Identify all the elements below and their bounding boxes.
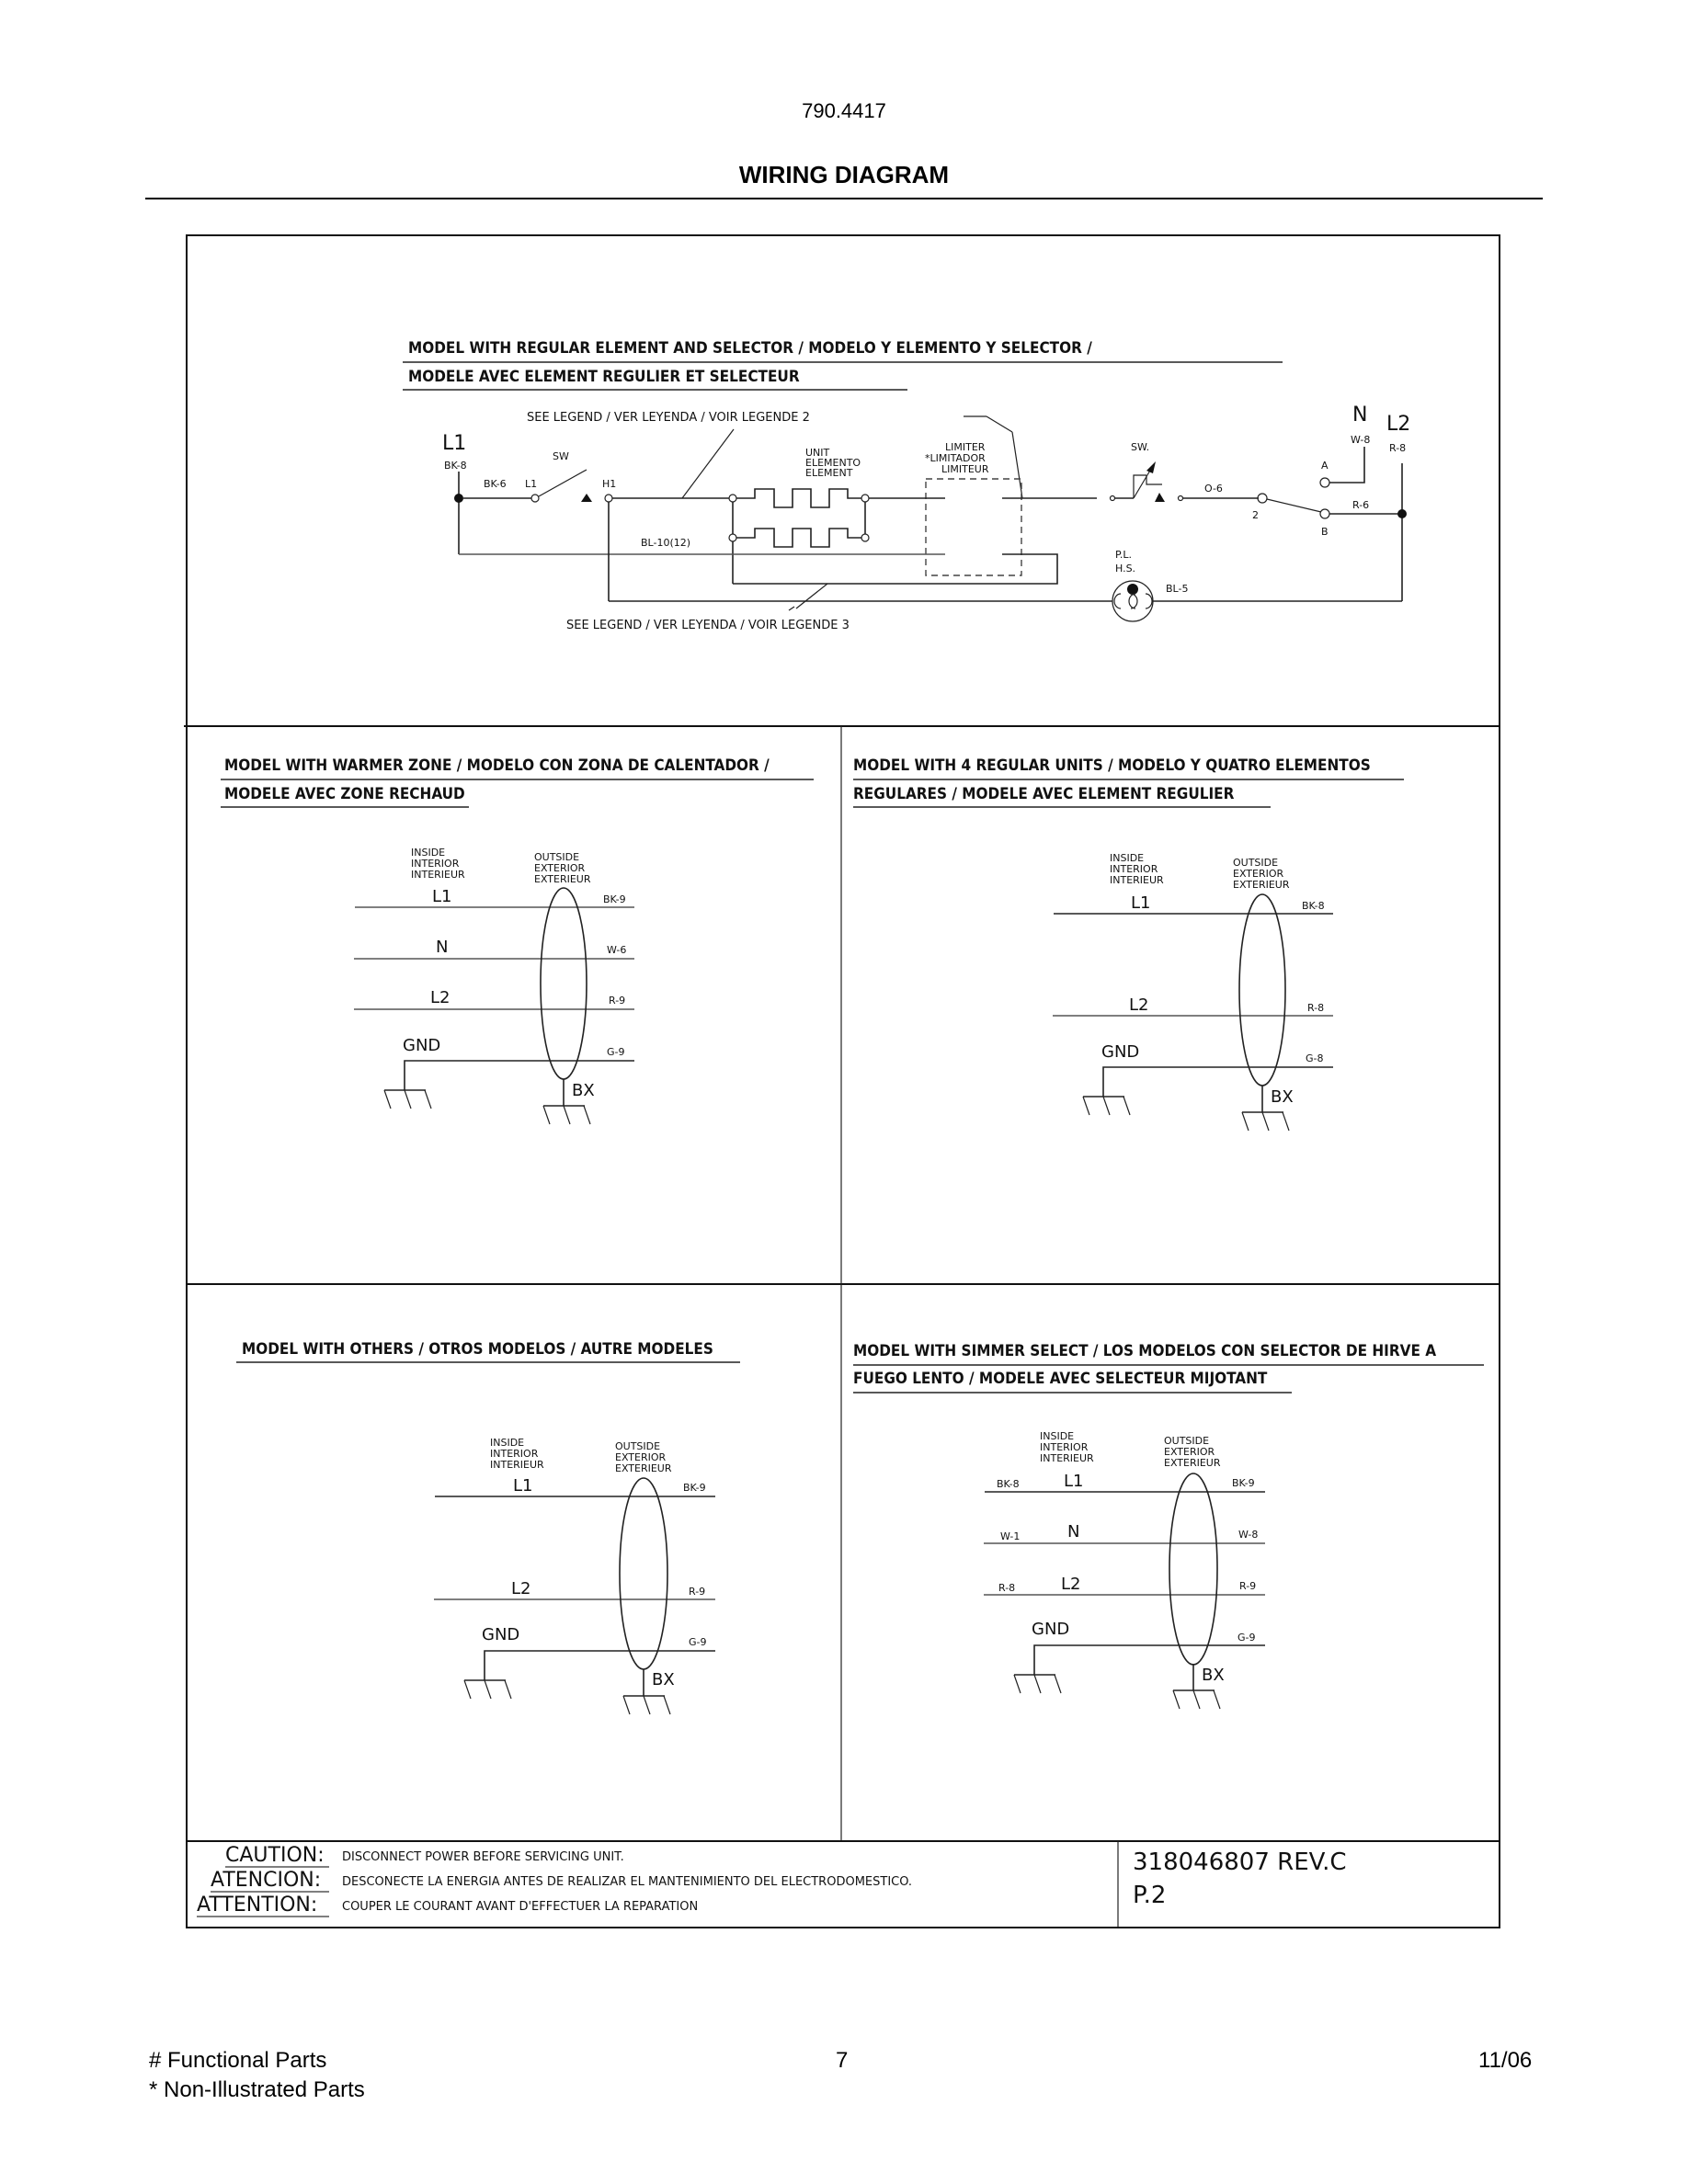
wire-gnd-label: GND bbox=[1101, 1042, 1140, 1062]
wire-l2-label: L2 bbox=[1129, 995, 1149, 1015]
bx-label: BX bbox=[1271, 1087, 1294, 1107]
bx-label: BX bbox=[652, 1670, 675, 1689]
wire-n-label: N bbox=[1067, 1522, 1080, 1541]
heating-element-lower bbox=[736, 529, 861, 547]
outside-label: OUTSIDE bbox=[1233, 857, 1279, 869]
document-number: 790.4417 bbox=[802, 99, 886, 122]
wire-bk9-label: BK-9 bbox=[1232, 1477, 1255, 1489]
terminal-l1 bbox=[531, 495, 539, 502]
cable-bundle-ellipse bbox=[541, 888, 587, 1079]
element-label: ELEMENT bbox=[805, 467, 853, 479]
wire-l1-label: L1 bbox=[1131, 893, 1151, 913]
page-title: WIRING DIAGRAM bbox=[738, 161, 950, 188]
panel-four-regular-units bbox=[853, 756, 1404, 1131]
revision-date: 11/06 bbox=[1478, 2048, 1533, 2073]
limiteur-label: LIMITEUR bbox=[941, 463, 989, 475]
bx-label: BX bbox=[572, 1081, 595, 1100]
terminal-b-label: B bbox=[1321, 526, 1329, 538]
part-number: 318046807 REV.C bbox=[1133, 1848, 1347, 1876]
cable-bundle-ellipse bbox=[620, 1478, 667, 1669]
exterieur-label: EXTERIEUR bbox=[1164, 1457, 1221, 1469]
bk8-label: BK-8 bbox=[444, 460, 467, 472]
wire-l1-label: L1 bbox=[513, 1476, 533, 1496]
legend-2-note: SEE LEGEND / VER LEYENDA / VOIR LEGENDE 2 bbox=[527, 411, 810, 425]
wire-l2-label: L2 bbox=[511, 1579, 531, 1598]
legend-3-note: SEE LEGEND / VER LEYENDA / VOIR LEGENDE 3 bbox=[566, 619, 850, 632]
wire-w6-label: W-6 bbox=[607, 944, 627, 956]
wire-w8-label: W-8 bbox=[1238, 1529, 1259, 1541]
ground-icon bbox=[1173, 1690, 1220, 1709]
wire-r8-label: R-8 bbox=[1307, 1002, 1325, 1014]
wire-gnd-label: GND bbox=[1032, 1620, 1070, 1639]
ground-icon bbox=[1242, 1112, 1289, 1131]
atencion-text: DESCONECTE LA ENERGIA ANTES DE REALIZAR EL MANTENIMIENTO DEL ELECTRODOMESTICO. bbox=[342, 1875, 913, 1889]
caution-text: DISCONNECT POWER BEFORE SERVICING UNIT. bbox=[342, 1850, 624, 1864]
caution-label: CAUTION: bbox=[225, 1844, 325, 1867]
terminal-a-label: A bbox=[1321, 460, 1329, 472]
panel-title-line1: MODEL WITH WARMER ZONE / MODELO CON ZONA DE CALENTADOR / bbox=[224, 756, 770, 775]
elemento-label: ELEMENTO bbox=[805, 457, 861, 469]
wire-bk9-label: BK-9 bbox=[603, 893, 626, 905]
l1-label: L1 bbox=[442, 432, 467, 455]
ground-icon bbox=[543, 1106, 590, 1124]
outside-label: OUTSIDE bbox=[615, 1440, 661, 1452]
wire-gnd-label: GND bbox=[482, 1625, 520, 1644]
wire-gnd-label: GND bbox=[403, 1036, 441, 1055]
junction-dot bbox=[454, 494, 463, 503]
h1-label: H1 bbox=[602, 478, 617, 490]
exterior-label: EXTERIOR bbox=[1233, 868, 1284, 880]
heating-element-upper bbox=[736, 489, 861, 507]
switch-contact-triangle bbox=[581, 494, 592, 502]
limiter-label: LIMITER bbox=[945, 441, 986, 453]
interieur-label: INTERIEUR bbox=[1040, 1452, 1094, 1464]
sheet-page: P.2 bbox=[1133, 1882, 1167, 1909]
page-number: 7 bbox=[836, 2048, 849, 2073]
panel-title-line2: MODELE AVEC ELEMENT REGULIER ET SELECTEUR bbox=[408, 368, 800, 386]
terminal-a bbox=[1320, 478, 1329, 487]
r6-label: R-6 bbox=[1352, 499, 1370, 511]
wire-bk8-label: BK-8 bbox=[1302, 900, 1325, 912]
limiter-box bbox=[926, 479, 1021, 575]
wire-l2-label: L2 bbox=[1061, 1575, 1081, 1594]
panel-title-line1: MODEL WITH REGULAR ELEMENT AND SELECTOR / MODELO Y ELEMENTO Y SELECTOR / bbox=[408, 339, 1092, 358]
wire-l2-label: L2 bbox=[430, 988, 451, 1007]
interior-label: INTERIOR bbox=[1110, 863, 1158, 875]
unit-label: UNIT bbox=[805, 447, 830, 459]
exterieur-label: EXTERIEUR bbox=[534, 873, 591, 885]
wire-g9-label: G-9 bbox=[1237, 1632, 1256, 1644]
limitador-label: *LIMITADOR bbox=[925, 452, 986, 464]
n-label: N bbox=[1352, 404, 1368, 427]
outside-label: OUTSIDE bbox=[534, 851, 580, 863]
panel-title-line1: MODEL WITH SIMMER SELECT / LOS MODELOS CON SELECTOR DE HIRVE A bbox=[853, 1342, 1437, 1360]
panel-title-line2: MODELE AVEC ZONE RECHAUD bbox=[224, 785, 465, 803]
position-2-label: 2 bbox=[1252, 509, 1259, 521]
exterior-label: EXTERIOR bbox=[1164, 1446, 1215, 1458]
panel-other-models bbox=[236, 1340, 740, 1714]
switch-l1-label: L1 bbox=[525, 478, 538, 490]
bl5-label: BL-5 bbox=[1166, 583, 1189, 595]
interior-label: INTERIOR bbox=[490, 1448, 539, 1460]
exterieur-label: EXTERIEUR bbox=[615, 1462, 672, 1474]
terminal-b bbox=[1320, 509, 1329, 518]
bk6-label: BK-6 bbox=[484, 478, 507, 490]
panel-title-line1: MODEL WITH OTHERS / OTROS MODELOS / AUTRE MODELES bbox=[242, 1340, 713, 1359]
interior-label: INTERIOR bbox=[1040, 1441, 1089, 1453]
w8-label: W-8 bbox=[1351, 434, 1371, 446]
hot-surface-label: H.S. bbox=[1115, 563, 1136, 574]
inside-label: INSIDE bbox=[490, 1437, 525, 1449]
wire-r8-label: R-8 bbox=[998, 1582, 1016, 1594]
wire-bk8-label: BK-8 bbox=[997, 1478, 1020, 1490]
wire-n-label: N bbox=[436, 938, 449, 957]
interior-label: INTERIOR bbox=[411, 858, 460, 870]
atencion-label: ATENCION: bbox=[211, 1869, 322, 1892]
legend-functional-parts: # Functional Parts bbox=[149, 2048, 327, 2073]
wire-l1-label: L1 bbox=[1064, 1472, 1084, 1491]
panel-warmer-zone bbox=[221, 756, 814, 1124]
wire-l1-label: L1 bbox=[432, 887, 452, 906]
terminal-h1 bbox=[605, 495, 612, 502]
wire-r9-label: R-9 bbox=[689, 1586, 706, 1598]
wire-r9-label: R-9 bbox=[609, 995, 626, 1007]
bl10-label: BL-10(12) bbox=[641, 537, 691, 549]
ground-icon bbox=[384, 1090, 431, 1109]
inside-label: INSIDE bbox=[1110, 852, 1145, 864]
interieur-label: INTERIEUR bbox=[490, 1459, 544, 1471]
wire-w1-label: W-1 bbox=[1000, 1530, 1021, 1542]
o6-label: O-6 bbox=[1204, 483, 1223, 495]
wire-g8-label: G-8 bbox=[1306, 1052, 1324, 1064]
wire-bk9-label: BK-9 bbox=[683, 1482, 706, 1494]
bx-label: BX bbox=[1202, 1666, 1225, 1685]
exterieur-label: EXTERIEUR bbox=[1233, 879, 1290, 891]
interieur-label: INTERIEUR bbox=[411, 869, 465, 881]
switch-label: SW bbox=[553, 450, 569, 462]
ground-icon bbox=[1014, 1675, 1061, 1693]
wire-r9-label: R-9 bbox=[1239, 1580, 1257, 1592]
interieur-label: INTERIEUR bbox=[1110, 874, 1164, 886]
attention-text: COUPER LE COURANT AVANT D'EFFECTUER LA REPARATION bbox=[342, 1900, 699, 1914]
cable-bundle-ellipse bbox=[1169, 1473, 1217, 1665]
ground-icon bbox=[623, 1696, 670, 1714]
legend-non-illustrated-parts: * Non-Illustrated Parts bbox=[149, 2077, 365, 2102]
panel-regular-element-selector bbox=[403, 339, 1410, 632]
outside-label: OUTSIDE bbox=[1164, 1435, 1210, 1447]
panel-simmer-select bbox=[853, 1342, 1484, 1709]
panel-title-line2: FUEGO LENTO / MODELE AVEC SELECTEUR MIJOTANT bbox=[853, 1370, 1268, 1388]
l2-label: L2 bbox=[1386, 413, 1411, 436]
pilot-light-label: P.L. bbox=[1115, 549, 1133, 561]
selector-switch-label: SW. bbox=[1131, 441, 1150, 453]
pilot-light-icon bbox=[1112, 581, 1153, 621]
inside-label: INSIDE bbox=[1040, 1430, 1075, 1442]
wire-g9-label: G-9 bbox=[607, 1046, 625, 1058]
attention-label: ATTENTION: bbox=[197, 1894, 318, 1917]
exterior-label: EXTERIOR bbox=[615, 1451, 667, 1463]
wire-g9-label: G-9 bbox=[689, 1636, 707, 1648]
caution-title-block bbox=[197, 1844, 1347, 1917]
r8-label: R-8 bbox=[1389, 442, 1407, 454]
ground-icon bbox=[1083, 1097, 1130, 1115]
inside-label: INSIDE bbox=[411, 847, 446, 859]
panel-title-line1: MODEL WITH 4 REGULAR UNITS / MODELO Y QUATRO ELEMENTOS bbox=[853, 756, 1371, 775]
cable-bundle-ellipse bbox=[1239, 894, 1285, 1086]
panel-title-line2: REGULARES / MODELE AVEC ELEMENT REGULIER bbox=[853, 785, 1235, 803]
ground-icon bbox=[464, 1680, 511, 1699]
exterior-label: EXTERIOR bbox=[534, 862, 586, 874]
